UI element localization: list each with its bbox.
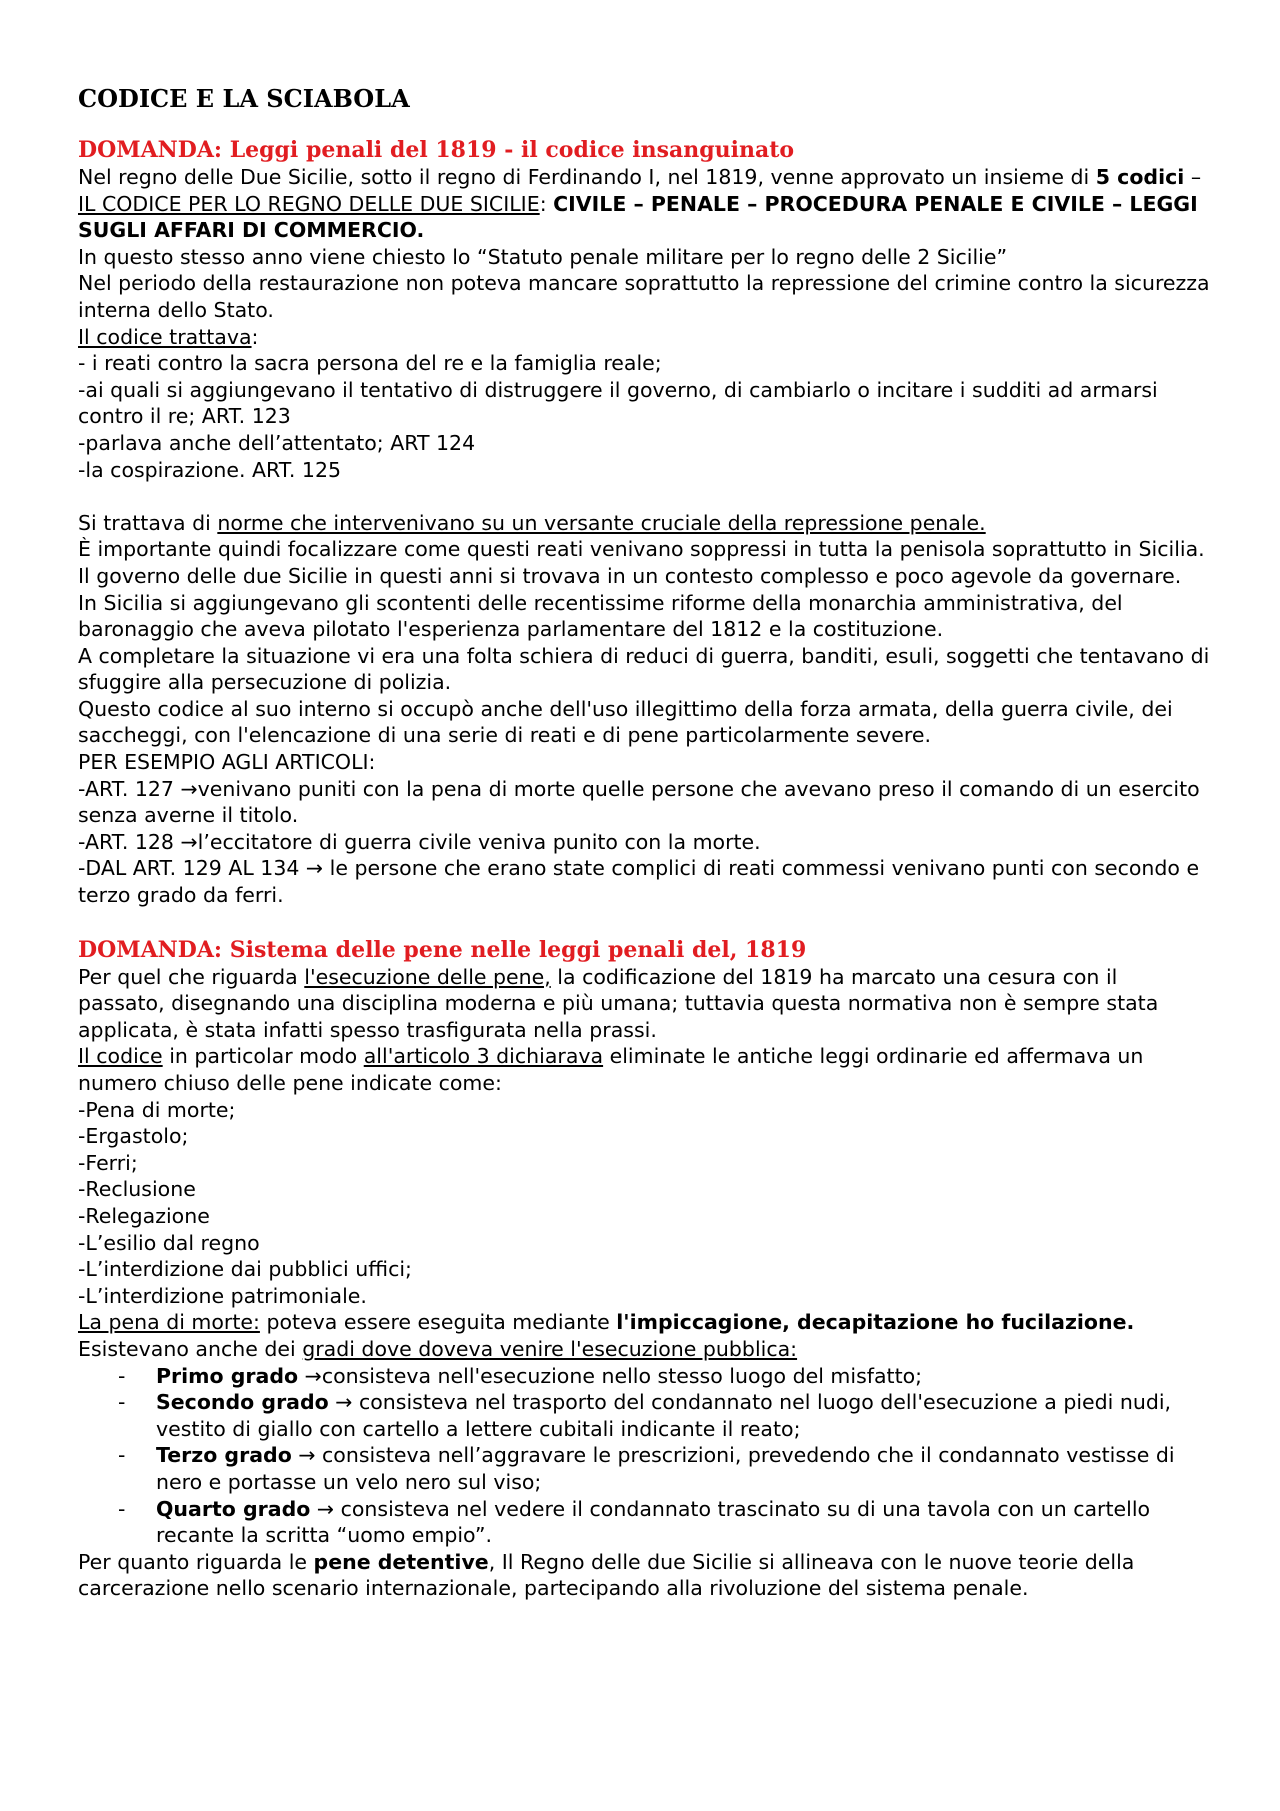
grade-text: → consisteva nell’aggravare le prescrizioni, prevedendo che il condannato vestisse di nero e portasse un velo nero sul viso; xyxy=(156,1443,1175,1494)
articolo3-paragraph xyxy=(78,1043,1210,1096)
gradi-text: Esistevano anche dei xyxy=(78,1336,303,1361)
question-heading-1: DOMANDA: Leggi penali del 1819 - il codice insanguinato xyxy=(78,137,795,163)
body-paragraph: In Sicilia si aggiungevano gli scontenti delle recentissime riforme della monarchia amministrativa, del baronaggio che aveva pilotato l'esperienza parlamentare del 1812 e la costituzione. xyxy=(78,590,1123,642)
grade-name: Primo grado xyxy=(156,1363,299,1388)
esecuzione-underlined: l'esecuzione delle pene, xyxy=(304,964,551,989)
detentive-text-c: , Il Regno delle due Sicilie si allineava con le nuove teorie della carcerazione nello scenario internazionale, partecipando alla rivoluzione del sistema penale. xyxy=(78,1549,1135,1601)
pena-di-morte-text: poteva essere eseguita mediante xyxy=(259,1310,617,1335)
pena-item: -Reclusione xyxy=(78,1177,196,1202)
grade-name: Quarto grado xyxy=(156,1496,311,1521)
pena-item: -L’interdizione dai pubblici uffici; xyxy=(78,1257,412,1282)
articolo3-text-d: eliminate le antiche leggi ordinarie ed affermava un numero chiuso delle pene indicate come: xyxy=(78,1044,1144,1095)
grade-item xyxy=(78,1442,1210,1495)
gradi-paragraph xyxy=(78,1336,1210,1363)
pena-item: -Ferri; xyxy=(78,1150,138,1175)
pena-item: -Relegazione xyxy=(78,1203,210,1228)
grade-name: Secondo grado xyxy=(156,1390,329,1415)
body-paragraph: Questo codice al suo interno si occupò anche dell'uso illegittimo della forza armata, della guerra civile, dei saccheggi, con l'elencazione di una serie di reati e di pene particolarmente severe. xyxy=(78,696,1173,748)
intro-colon: : xyxy=(539,191,554,216)
articolo3-text-b: in particolar modo xyxy=(162,1044,364,1069)
esecuzione-paragraph xyxy=(78,964,1210,1044)
intro-dash: – xyxy=(1184,165,1202,189)
pena-item: -L’interdizione patrimoniale. xyxy=(78,1283,367,1308)
norme-text: Si trattava di xyxy=(78,510,218,535)
intro-text: Nel regno delle Due Sicilie, sotto il regno di Ferdinando I, nel 1819, venne approvato un insieme di xyxy=(78,165,1096,189)
pena-di-morte-methods: l'impiccagione, decapitazione ho fucilazione. xyxy=(616,1310,1135,1335)
norme-underlined: norme che intervenivano su un versante cruciale della repressione penale. xyxy=(217,510,986,535)
intro-paragraph xyxy=(78,164,1210,244)
grade-item xyxy=(78,1363,1210,1390)
list-item: -la cospirazione. ART. 125 xyxy=(78,457,342,482)
grade-text: → consisteva nel trasporto del condannato nel luogo dell'esecuzione a piedi nudi, vestito di giallo con cartello a lettere cubitali indicante il reato; xyxy=(156,1390,1172,1441)
intro-code-name: IL CODICE PER LO REGNO DELLE DUE SICILIE xyxy=(78,191,540,216)
detentive-bold: pene detentive xyxy=(313,1549,489,1574)
codice-trattava-label: Il codice trattava xyxy=(78,324,252,349)
grades-list xyxy=(78,1363,1210,1549)
document-title: CODICE E LA SCIABOLA xyxy=(78,84,410,113)
pena-item: -L’esilio dal regno xyxy=(78,1230,260,1255)
pena-di-morte-label: La pena di morte: xyxy=(78,1310,260,1335)
blank-line xyxy=(78,483,1210,510)
list-item: -ai quali si aggiungevano il tentativo di distruggere il governo, di cambiarlo o incitare i sudditi ad armarsi contro il re; ART. 123 xyxy=(78,377,1158,429)
body-paragraph: Il governo delle due Sicilie in questi anni si trovava in un contesto complesso e poco agevole da governare. xyxy=(78,563,1182,588)
pene-detentive-paragraph xyxy=(78,1549,1210,1602)
restaurazione-paragraph: Nel periodo della restaurazione non poteva mancare soprattutto la repressione del crimine contro la sicurezza interna dello Stato. xyxy=(78,271,1210,322)
intro-bold-codes: 5 codici xyxy=(1095,165,1185,189)
esecuzione-text-c: la codificazione del 1819 ha marcato una cesura con il passato, disegnando una disciplina moderna e più umana; tuttavia questa normativa non è sempre stata applicata, è stata infatti spesso trasfigurata nella prassi. xyxy=(78,964,1159,1042)
grade-text: →consisteva nell'esecuzione nello stesso luogo del misfatto; xyxy=(298,1363,923,1388)
grade-name: Terzo grado xyxy=(156,1443,292,1468)
body-paragraph: È importante quindi focalizzare come questi reati venivano soppressi in tutta la penisola soprattutto in Sicilia. xyxy=(78,537,1205,562)
articolo3-underlined: all'articolo 3 dichiarava xyxy=(363,1044,604,1069)
grade-text: → consisteva nel vedere il condannato trascinato su di una tavola con un cartello recante la scritta “uomo empio”. xyxy=(156,1496,1151,1548)
statuto-paragraph: In questo stesso anno viene chiesto lo “Statuto penale militare per lo regno delle 2 Sicilie” xyxy=(78,244,1008,269)
intro-code-list: CIVILE – PENALE – PROCEDURA PENALE E CIVILE – LEGGI SUGLI AFFARI DI COMMERCIO. xyxy=(78,191,1198,243)
esecuzione-text-a: Per quel che riguarda xyxy=(78,964,305,989)
norme-paragraph xyxy=(78,510,1210,537)
gradi-underlined: gradi dove doveva venire l'esecuzione pubblica: xyxy=(302,1336,798,1361)
body-paragraph: -ART. 128 →l’eccitatore di guerra civile veniva punito con la morte. xyxy=(78,829,761,854)
pena-item: -Ergastolo; xyxy=(78,1124,189,1149)
pena-di-morte-paragraph xyxy=(78,1309,1210,1336)
question-heading-2: DOMANDA: Sistema delle pene nelle leggi penali del, 1819 xyxy=(78,936,807,963)
list-item: - i reati contro la sacra persona del re e la famiglia reale; xyxy=(78,351,662,376)
codice-trattava-colon: : xyxy=(251,324,259,349)
body-paragraph: PER ESEMPIO AGLI ARTICOLI: xyxy=(78,750,376,775)
grade-item xyxy=(78,1389,1210,1442)
body-paragraph: -ART. 127 →venivano puniti con la pena di morte quelle persone che avevano preso il comando di un esercito senza averne il titolo. xyxy=(78,776,1200,828)
list-item: -parlava anche dell’attentato; ART 124 xyxy=(78,430,476,455)
body-paragraph: -DAL ART. 129 AL 134 → le persone che erano state complici di reati commessi venivano punti con secondo e terzo grado da ferri. xyxy=(78,856,1200,908)
body-paragraph: A completare la situazione vi era una folta schiera di reduci di guerra, banditi, esuli, soggetti che tentavano di sfuggire alla persecuzione di polizia. xyxy=(78,643,1210,695)
pena-item: -Pena di morte; xyxy=(78,1097,236,1122)
detentive-text-a: Per quanto riguarda le xyxy=(78,1549,314,1574)
codice-trattava-line xyxy=(78,324,1210,351)
grade-item xyxy=(78,1496,1210,1549)
il-codice-underlined: Il codice xyxy=(78,1044,163,1069)
